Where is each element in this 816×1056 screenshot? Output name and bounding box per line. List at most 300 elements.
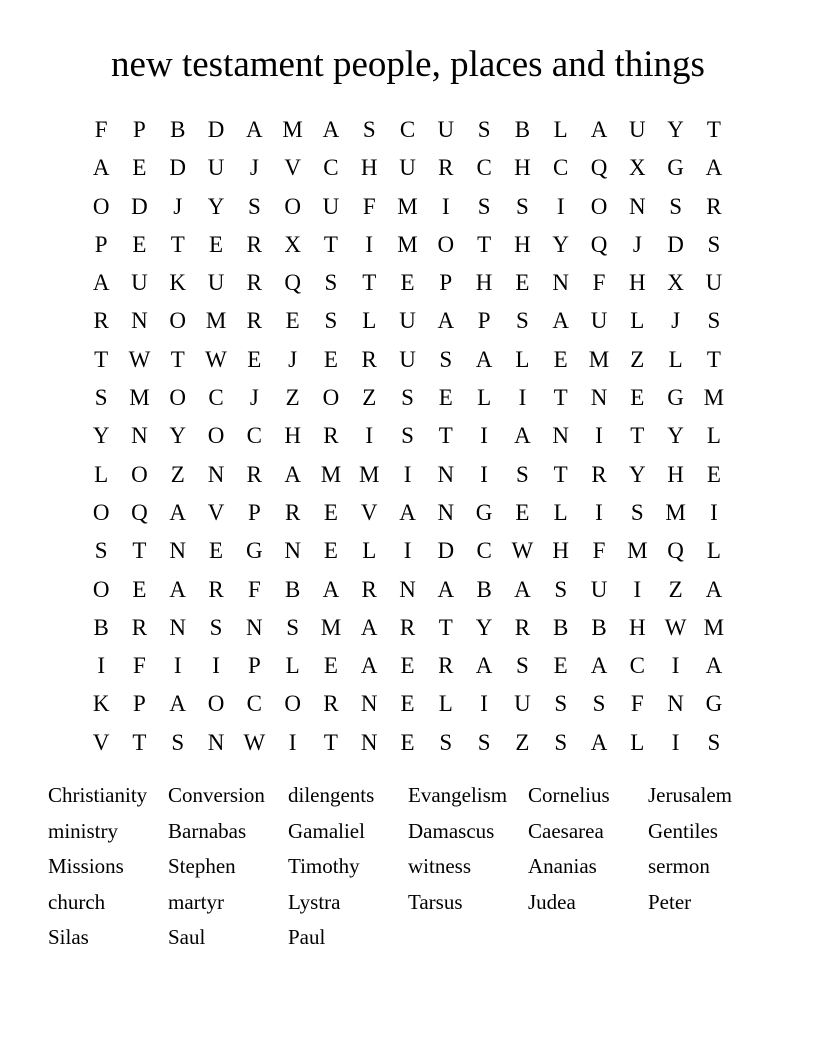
grid-letter: B xyxy=(514,117,531,142)
grid-letter: O xyxy=(207,423,225,449)
grid-letter: I xyxy=(403,461,412,487)
grid-letter: R xyxy=(706,193,722,219)
grid-letter: Z xyxy=(362,385,377,411)
word-list-item: Peter xyxy=(648,889,692,914)
grid-letter: O xyxy=(284,193,301,219)
grid-letter: A xyxy=(590,729,608,755)
grid-letter: S xyxy=(401,385,414,411)
grid-letter: N xyxy=(284,538,301,564)
grid-letter: R xyxy=(323,423,339,449)
grid-letter: Q xyxy=(284,270,301,296)
word-list-item: Conversion xyxy=(168,783,265,807)
grid-letter: R xyxy=(208,576,224,602)
grid-letter: E xyxy=(209,538,224,564)
grid-row xyxy=(82,341,733,379)
grid-letter: M xyxy=(703,385,725,411)
grid-letter: D xyxy=(131,193,148,219)
word-list-item: Silas xyxy=(48,925,89,949)
grid-letter: E xyxy=(323,538,338,564)
grid-letter: A xyxy=(590,653,608,679)
grid-letter: H xyxy=(552,538,570,564)
grid-letter: N xyxy=(360,691,378,717)
grid-letter: F xyxy=(592,270,606,296)
grid-letter: M xyxy=(665,499,686,525)
grid-letter: T xyxy=(362,270,377,296)
grid-letter: U xyxy=(590,308,608,334)
grid-letter: A xyxy=(246,117,263,142)
grid-letter: C xyxy=(246,423,262,449)
grid-letter: E xyxy=(630,385,645,411)
grid-letter: R xyxy=(246,308,262,334)
grid-letter: Z xyxy=(515,729,530,755)
grid-letter: T xyxy=(438,614,453,640)
grid-letter: L xyxy=(706,423,721,449)
grid-letter: E xyxy=(400,729,415,755)
grid-letter: U xyxy=(628,117,646,142)
grid-letter: F xyxy=(133,653,146,679)
grid-letter: R xyxy=(131,614,148,640)
grid-letter: F xyxy=(630,691,644,717)
grid-letter: O xyxy=(92,576,110,602)
grid-letter: O xyxy=(284,691,301,717)
grid-letter: E xyxy=(323,653,338,679)
word-list-item: Saul xyxy=(168,925,206,949)
grid-letter: A xyxy=(399,499,416,525)
grid-letter: U xyxy=(590,576,608,602)
grid-letter: A xyxy=(169,576,187,602)
grid-row xyxy=(82,532,733,570)
grid-letter: Y xyxy=(92,423,110,449)
grid-letter: F xyxy=(592,538,606,564)
grid-letter: T xyxy=(630,423,645,449)
grid-letter: P xyxy=(133,691,146,717)
grid-letter: E xyxy=(132,155,147,181)
grid-letter: W xyxy=(243,729,266,755)
grid-letter: U xyxy=(399,346,416,372)
grid-letter: G xyxy=(667,385,684,411)
grid-letter: A xyxy=(169,499,187,525)
grid-letter: I xyxy=(633,576,642,602)
grid-row xyxy=(82,647,733,685)
grid-letter: L xyxy=(630,308,645,334)
grid-letter: I xyxy=(671,653,680,679)
grid-letter: B xyxy=(93,614,109,640)
grid-letter: N xyxy=(552,270,570,296)
grid-row xyxy=(82,685,733,723)
grid-letter: A xyxy=(705,653,723,679)
grid-letter: T xyxy=(170,231,185,257)
grid-letter: U xyxy=(207,270,225,296)
grid-letter: N xyxy=(207,729,225,755)
grid-row xyxy=(82,724,733,762)
grid-letter: N xyxy=(207,461,225,487)
grid-letter: A xyxy=(437,576,455,602)
grid-letter: N xyxy=(437,461,455,487)
word-list-item: Cornelius xyxy=(528,783,610,807)
word-list-item: dilengents xyxy=(288,783,375,807)
grid-letter: A xyxy=(322,576,340,602)
grid-letter: B xyxy=(553,614,569,640)
grid-letter: E xyxy=(132,231,147,257)
grid-row xyxy=(82,264,733,302)
grid-letter: S xyxy=(554,729,568,755)
grid-letter: I xyxy=(556,193,565,219)
grid-letter: G xyxy=(246,538,263,564)
grid-letter: L xyxy=(94,461,109,487)
grid-letter: E xyxy=(553,653,568,679)
grid-row xyxy=(82,609,733,647)
grid-row xyxy=(82,149,733,187)
grid-letter: J xyxy=(671,308,681,334)
grid-letter: L xyxy=(515,346,530,372)
grid-letter: S xyxy=(707,729,721,755)
grid-letter: N xyxy=(131,308,148,334)
grid-letter: A xyxy=(552,308,570,334)
grid-letter: P xyxy=(477,308,491,334)
word-list xyxy=(48,778,778,956)
grid-letter: E xyxy=(285,308,300,334)
grid-letter: W xyxy=(664,614,687,640)
grid-letter: R xyxy=(399,614,416,640)
grid-letter: E xyxy=(400,653,415,679)
grid-letter: I xyxy=(518,385,527,411)
grid-letter: C xyxy=(323,155,339,181)
grid-letter: E xyxy=(706,461,721,487)
grid-letter: J xyxy=(173,193,183,219)
grid-letter: G xyxy=(475,499,493,525)
grid-letter: S xyxy=(554,576,568,602)
grid-letter: S xyxy=(171,729,185,755)
grid-letter: S xyxy=(439,346,453,372)
grid-letter: E xyxy=(247,346,262,372)
grid-letter: E xyxy=(438,385,453,411)
grid-letter: H xyxy=(284,423,301,449)
page-title: new testament people, places and things xyxy=(111,44,705,85)
grid-letter: M xyxy=(320,461,342,487)
grid-letter: T xyxy=(132,729,147,755)
grid-letter: O xyxy=(169,308,187,334)
grid-letter: V xyxy=(360,499,378,525)
grid-letter: L xyxy=(668,346,683,372)
grid-letter: O xyxy=(590,193,608,219)
grid-letter: A xyxy=(514,423,531,449)
grid-letter: A xyxy=(514,576,531,602)
grid-row xyxy=(82,188,733,226)
grid-letter: I xyxy=(403,538,412,564)
grid-letter: M xyxy=(205,308,227,334)
word-list-item: Lystra xyxy=(288,889,341,914)
grid-letter: S xyxy=(286,614,300,640)
grid-letter: R xyxy=(246,231,262,257)
grid-letter: A xyxy=(360,653,378,679)
grid-letter: O xyxy=(169,385,187,411)
grid-letter: D xyxy=(437,538,455,564)
word-list-item: sermon xyxy=(648,854,710,878)
grid-letter: T xyxy=(706,346,721,372)
grid-letter: I xyxy=(595,423,603,449)
grid-letter: C xyxy=(246,691,262,717)
grid-letter: O xyxy=(131,461,148,487)
grid-letter: S xyxy=(554,691,568,717)
grid-letter: I xyxy=(173,653,182,679)
grid-letter: D xyxy=(207,117,225,142)
grid-letter: M xyxy=(703,614,725,640)
grid-letter: M xyxy=(397,231,418,257)
grid-letter: A xyxy=(92,155,110,181)
grid-letter: Y xyxy=(667,117,684,142)
grid-letter: I xyxy=(480,461,488,487)
grid-letter: S xyxy=(94,538,108,564)
grid-letter: H xyxy=(628,614,646,640)
grid-row xyxy=(82,417,733,455)
grid-letter: G xyxy=(667,155,684,181)
grid-letter: A xyxy=(437,308,455,334)
word-list-item: Tarsus xyxy=(408,889,463,914)
grid-letter: W xyxy=(511,538,534,564)
grid-letter: E xyxy=(515,270,530,296)
grid-letter: N xyxy=(667,691,684,717)
grid-letter: Y xyxy=(207,193,225,219)
grid-letter: S xyxy=(439,729,453,755)
grid-letter: J xyxy=(288,346,298,372)
grid-letter: P xyxy=(94,231,108,257)
grid-letter: I xyxy=(710,499,718,525)
grid-letter: R xyxy=(438,155,454,181)
grid-letter: S xyxy=(707,308,721,334)
grid-letter: X xyxy=(667,270,684,296)
grid-letter: Z xyxy=(170,461,185,487)
grid-letter: M xyxy=(359,461,380,487)
grid-letter: Q xyxy=(590,155,608,181)
grid-letter: I xyxy=(595,499,603,525)
grid-letter: J xyxy=(249,385,259,411)
grid-letter: X xyxy=(628,155,646,181)
grid-letter: E xyxy=(515,499,530,525)
grid-letter: R xyxy=(323,691,339,717)
grid-letter: G xyxy=(705,691,723,717)
grid-letter: C xyxy=(629,653,645,679)
word-list-item: Stephen xyxy=(168,854,236,878)
grid-letter: T xyxy=(438,423,453,449)
grid-letter: S xyxy=(209,614,223,640)
grid-letter: N xyxy=(590,385,608,411)
grid-letter: Z xyxy=(630,346,645,372)
grid-letter: V xyxy=(207,499,225,525)
grid-letter: S xyxy=(630,499,644,525)
puzzle-grid xyxy=(82,111,733,762)
grid-letter: L xyxy=(477,385,492,411)
grid-letter: S xyxy=(669,193,682,219)
grid-letter: U xyxy=(437,117,455,142)
grid-letter: I xyxy=(671,729,680,755)
grid-letter: V xyxy=(284,155,301,181)
grid-letter: U xyxy=(514,691,531,717)
grid-letter: A xyxy=(590,117,608,142)
grid-letter: U xyxy=(322,193,340,219)
grid-row xyxy=(82,571,733,609)
grid-letter: I xyxy=(288,729,297,755)
grid-letter: S xyxy=(477,117,491,142)
grid-letter: M xyxy=(588,346,610,372)
grid-letter: Y xyxy=(628,461,646,487)
word-list-item: church xyxy=(48,889,106,914)
grid-letter: R xyxy=(361,576,377,602)
grid-letter: Z xyxy=(668,576,683,602)
word-list-item: Christianity xyxy=(48,783,148,807)
grid-letter: S xyxy=(477,193,491,219)
word-list-item: Gamaliel xyxy=(288,818,365,843)
grid-letter: A xyxy=(360,614,378,640)
grid-letter: F xyxy=(94,117,108,142)
word-list-item: martyr xyxy=(168,889,224,914)
grid-letter: S xyxy=(94,385,108,411)
grid-letter: T xyxy=(553,385,568,411)
grid-letter: M xyxy=(627,538,648,564)
grid-letter: B xyxy=(476,576,492,602)
grid-letter: R xyxy=(284,499,301,525)
grid-letter: S xyxy=(477,729,491,755)
grid-letter: N xyxy=(246,614,263,640)
grid-letter: S xyxy=(324,270,338,296)
grid-letter: M xyxy=(282,117,303,142)
grid-letter: T xyxy=(94,346,109,372)
grid-letter: R xyxy=(93,308,109,334)
grid-row xyxy=(82,111,733,149)
grid-letter: J xyxy=(632,231,642,257)
grid-row xyxy=(82,226,733,264)
word-list-item: Evangelism xyxy=(408,783,508,807)
grid-letter: L xyxy=(362,538,377,564)
grid-letter: H xyxy=(514,155,531,181)
word-list-item: Barnabas xyxy=(168,818,247,843)
grid-letter: F xyxy=(362,193,376,219)
word-list-item: Judea xyxy=(528,889,576,914)
grid-letter: N xyxy=(399,576,416,602)
grid-letter: K xyxy=(169,270,187,296)
grid-letter: T xyxy=(323,231,338,257)
grid-letter: H xyxy=(514,231,531,257)
word-list-item: Jerusalem xyxy=(648,783,732,807)
grid-row xyxy=(82,379,733,417)
grid-letter: E xyxy=(400,691,415,717)
grid-letter: S xyxy=(401,423,414,449)
grid-letter: E xyxy=(553,346,568,372)
grid-letter: A xyxy=(284,461,301,487)
grid-letter: S xyxy=(324,308,338,334)
grid-letter: Y xyxy=(169,423,187,449)
grid-letter: O xyxy=(207,691,225,717)
grid-letter: N xyxy=(169,614,187,640)
grid-letter: Q xyxy=(590,231,608,257)
grid-letter: T xyxy=(706,117,721,142)
grid-letter: C xyxy=(208,385,224,411)
grid-letter: N xyxy=(437,499,455,525)
grid-letter: A xyxy=(705,576,723,602)
grid-letter: R xyxy=(246,270,262,296)
grid-letter: T xyxy=(323,729,338,755)
grid-letter: P xyxy=(247,499,261,525)
grid-letter: Y xyxy=(475,614,493,640)
grid-letter: O xyxy=(322,385,340,411)
grid-row xyxy=(82,494,733,532)
grid-letter: U xyxy=(399,308,416,334)
grid-letter: N xyxy=(360,729,378,755)
grid-letter: R xyxy=(438,653,454,679)
word-list-item: Caesarea xyxy=(528,818,604,843)
grid-letter: R xyxy=(514,614,531,640)
word-list-item: witness xyxy=(408,854,471,878)
grid-letter: M xyxy=(129,385,150,411)
grid-letter: P xyxy=(133,117,146,142)
grid-letter: B xyxy=(170,117,186,142)
grid-letter: D xyxy=(667,231,684,257)
grid-letter: W xyxy=(128,346,151,372)
grid-letter: A xyxy=(169,691,187,717)
grid-letter: C xyxy=(476,538,492,564)
grid-letter: S xyxy=(362,117,376,142)
grid-letter: R xyxy=(246,461,262,487)
grid-letter: S xyxy=(247,193,261,219)
grid-letter: I xyxy=(365,231,374,257)
grid-letter: B xyxy=(284,576,301,602)
grid-row xyxy=(82,302,733,340)
grid-letter: V xyxy=(92,729,110,755)
grid-letter: I xyxy=(365,423,374,449)
grid-letter: B xyxy=(591,614,607,640)
grid-letter: N xyxy=(169,538,187,564)
grid-letter: E xyxy=(400,270,415,296)
grid-letter: T xyxy=(477,231,492,257)
grid-letter: M xyxy=(397,193,418,219)
grid-letter: T xyxy=(132,538,147,564)
grid-letter: S xyxy=(707,231,721,257)
word-list-item: Gentiles xyxy=(648,818,718,843)
grid-letter: U xyxy=(399,155,416,181)
grid-letter: C xyxy=(399,117,416,142)
word-list-item: Missions xyxy=(48,854,124,878)
grid-letter: X xyxy=(284,231,301,257)
word-list-item: ministry xyxy=(48,818,119,843)
grid-letter: T xyxy=(553,461,568,487)
grid-letter: S xyxy=(516,308,529,334)
grid-letter: I xyxy=(212,653,220,679)
grid-letter: D xyxy=(169,155,187,181)
grid-letter: L xyxy=(553,117,568,142)
grid-letter: S xyxy=(516,653,529,679)
grid-letter: J xyxy=(249,155,259,181)
grid-letter: O xyxy=(92,193,110,219)
grid-letter: Y xyxy=(667,423,684,449)
grid-letter: L xyxy=(630,729,645,755)
word-list-item: Paul xyxy=(288,925,326,949)
grid-letter: E xyxy=(209,231,224,257)
grid-letter: I xyxy=(480,691,488,717)
grid-letter: S xyxy=(516,461,529,487)
grid-letter: U xyxy=(207,155,225,181)
grid-letter: P xyxy=(247,653,261,679)
grid-letter: N xyxy=(552,423,570,449)
grid-letter: I xyxy=(441,193,450,219)
grid-letter: E xyxy=(132,576,147,602)
grid-letter: L xyxy=(362,308,377,334)
grid-letter: H xyxy=(475,270,493,296)
grid-letter: R xyxy=(361,346,377,372)
grid-letter: F xyxy=(247,576,261,602)
grid-letter: C xyxy=(553,155,569,181)
grid-letter: O xyxy=(437,231,455,257)
grid-letter: W xyxy=(205,346,227,372)
grid-letter: L xyxy=(438,691,453,717)
